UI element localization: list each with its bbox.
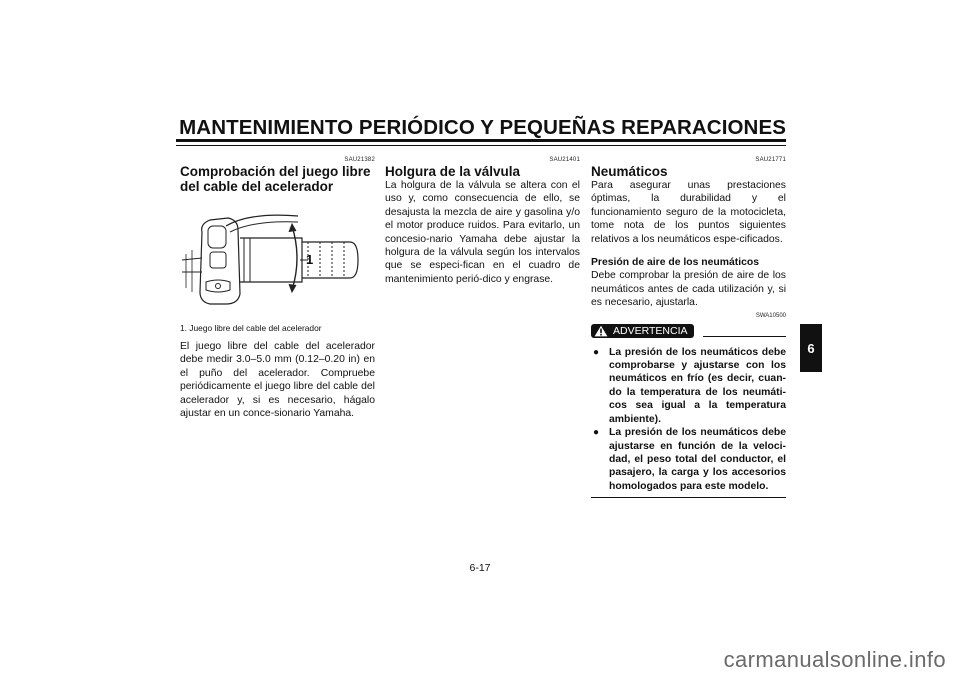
warning-badge	[591, 324, 694, 338]
warning-header-rule	[703, 336, 786, 337]
header-rule-thick	[176, 139, 786, 142]
warning-header	[591, 322, 786, 340]
chapter-tab: 6	[800, 324, 822, 372]
throttle-grip-illustration	[180, 202, 375, 312]
figure-callout: 1	[306, 252, 314, 267]
header-rule-thin	[176, 145, 786, 146]
warning-list	[591, 346, 786, 493]
subsection-heading: Presión de aire de los neumáticos	[591, 257, 760, 269]
section-body: El juego libre del cable del acelerador debe medir 3.0–5.0 mm (0.12–0.20 in) en el puño del acelerador. Compruebe periódicamente el juego libre del cable del acelerador y, si es necesario, hágalo ajustar en un conce-sionario Yamaha.	[180, 341, 375, 420]
section-heading: Holgura de la válvula	[385, 164, 521, 179]
section-body: Para asegurar unas prestaciones óptimas, la durabilidad y el funcionamiento seguro de la motocicleta, tome nota de los puntos siguientes relativos a los neumáticos espe-cificados.	[591, 180, 786, 245]
warning-label: ADVERTENCIA	[613, 324, 688, 337]
bullet-icon: ●	[593, 346, 600, 358]
figure-caption: 1. Juego libre del cable del acelerador	[180, 323, 322, 333]
section-code: SAU21771	[755, 157, 786, 163]
page-header-title: MANTENIMIENTO PERIÓDICO Y PEQUEÑAS REPARACIONES	[179, 116, 786, 139]
warning-end-rule	[591, 497, 786, 498]
section-body: La holgura de la válvula se altera con el uso y, como consecuencia de ello, se desajusta la mezcla de aire y gasolina y/o el motor produce ruidos. Para evitarlo, un concesio-nario Yamaha debe ajustar la holgura de la válvula según los intervalos que se especi-fican en el cuadro de mantenimiento perió-dico y engrase.	[385, 180, 580, 285]
section-code: SAU21401	[549, 157, 580, 163]
column-valve	[385, 156, 580, 286]
watermark: carmanualsonline.info	[723, 647, 946, 672]
bullet-icon: ●	[593, 427, 600, 439]
column-tires	[591, 156, 786, 498]
page-number: 6-17	[469, 562, 491, 574]
subsection-body: Debe comprobar la presión de aire de los neumáticos antes de cada utilización y, si es necesario, ajustarla.	[591, 270, 786, 309]
warning-code: SWA10500	[755, 312, 786, 319]
warning-triangle-icon	[594, 325, 608, 337]
warning-item: ● La presión de los neumáticos debe comprobarse y ajustarse con los neumáticos en frío (es decir, cuan-do la temperatura de los neumáti-cos sea igual a la temperatura ambiente).	[593, 346, 786, 425]
section-heading: Comprobación del juego libre del cable del acelerador	[180, 164, 371, 194]
warning-item: ● La presión de los neumáticos debe ajustarse en función de la veloci-dad, el peso total del conductor, el pasajero, la carga y los accesorios homologados para este modelo.	[593, 427, 786, 492]
column-throttle	[180, 156, 375, 420]
section-heading: Neumáticos	[591, 164, 668, 179]
section-code: SAU21382	[344, 157, 375, 163]
